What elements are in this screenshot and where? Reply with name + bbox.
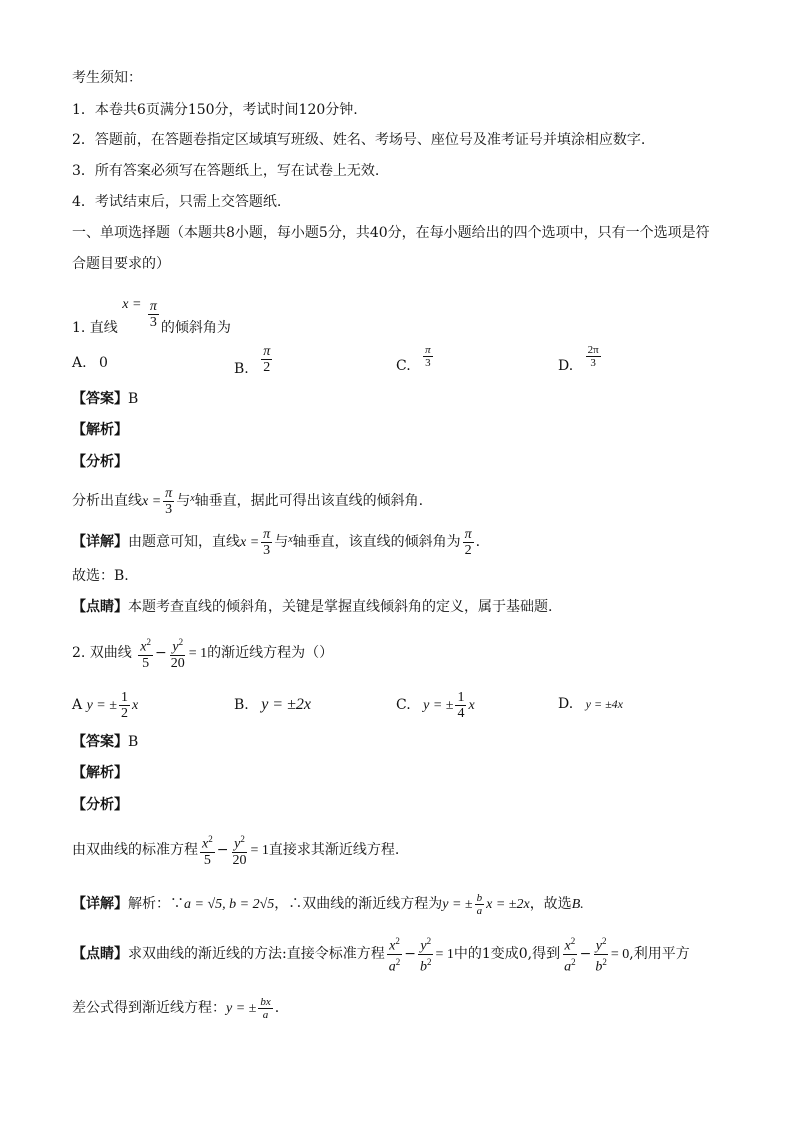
q1-fenxi: 分析出直线x = $\frac{\pi}{3}$ 与$^x$轴垂直，据此可得出该直线的倾斜角. bbox=[72, 485, 424, 517]
q1-eq-lhs: x = bbox=[122, 296, 142, 312]
q1-option-b: B. $\frac{\pi}{2}$ bbox=[234, 344, 271, 377]
notice-item: 2．答题前，在答题卷指定区域填写班级、姓名、考场号、座位号及准考证号并填涂相应数字. bbox=[72, 132, 646, 148]
q2-comment-line2: 差公式得到渐近线方程：y = ± $\frac{bx}{a}$ . bbox=[72, 995, 280, 1021]
q2-option-d: D. y = ±4x bbox=[558, 696, 623, 712]
notice-item: 4．考试结束后，只需上交答题纸. bbox=[72, 194, 282, 210]
notice-item: 1．本卷共6页满分150分，考试时间120分钟. bbox=[72, 102, 358, 118]
q2-option-a: A y = ± $\frac{1}{2}$ x bbox=[72, 689, 139, 721]
q2-answer: 【答案】B bbox=[72, 734, 139, 750]
q1-choose: 故选：B. bbox=[72, 568, 129, 584]
section-heading-line2: 合题目要求的） bbox=[72, 256, 170, 272]
q2-analysis-tag: 【解析】 bbox=[72, 765, 128, 781]
q1-option-c: C. $\frac{\pi}{3}$ bbox=[396, 344, 431, 374]
q1-prefix: 1. 直线 bbox=[72, 319, 118, 336]
question-2-stem: 2. 双曲线 $\frac{x^2}{5}$ − $\frac{y^2}{20}$ = 1的渐近线方程为（） bbox=[72, 637, 334, 671]
q1-suffix: 的倾斜角为 bbox=[160, 319, 231, 336]
notice-heading: 考生须知： bbox=[72, 70, 142, 86]
q1-fraction: $\frac{\pi}{3}$ bbox=[149, 299, 157, 330]
q2-option-b: B. y = ±2x bbox=[234, 696, 311, 713]
q1-analysis-tag: 【解析】 bbox=[72, 422, 128, 438]
q2-option-c: C. y = ± $\frac{1}{4}$ x bbox=[396, 689, 475, 721]
q1-option-a: A. 0 bbox=[72, 355, 108, 371]
section-heading-line1: 一、单项选择题（本题共8小题，每小题5分，共40分，在每小题给出的四个选项中，只有一个选项是符 bbox=[72, 225, 710, 241]
q1-detail: 【详解】由题意可知，直线x = $\frac{\pi}{3}$ 与$^x$轴垂直，该直线的倾斜角为 $\frac{\pi}{2}$ . bbox=[72, 526, 481, 558]
q1-option-d: D. $\frac{2\pi}{3}$ bbox=[558, 344, 599, 374]
q2-comment: 【点睛】求双曲线的渐近线的方法:直接令标准方程 $\frac{x^2}{a^2}$ − $\frac{y^2}{b^2}$ = 1中的1变成0,得到 $\frac{x^2}{a^2}$ − $\frac{y^2}{b^2}$ = 0,利用平方 bbox=[72, 936, 690, 975]
q2-fenxi-tag: 【分析】 bbox=[72, 797, 128, 813]
q1-comment: 【点睛】本题考查直线的倾斜角，关键是掌握直线倾斜角的定义，属于基础题. bbox=[72, 599, 553, 615]
q1-fenxi-tag: 【分析】 bbox=[72, 454, 128, 470]
question-1-stem bbox=[72, 290, 231, 336]
notice-item: 3．所有答案必须写在答题纸上，写在试卷上无效. bbox=[72, 163, 380, 179]
q1-answer: 【答案】B bbox=[72, 391, 139, 407]
q2-detail: 【详解】解析：∵a = √5, b = 2√5，∴双曲线的渐近线方程为y = ± $\frac{b}{a}$ x = ±2x，故选B. bbox=[72, 891, 584, 917]
q2-fenxi: 由双曲线的标准方程 $\frac{x^2}{5}$ − $\frac{y^2}{20}$ = 1直接求其渐近线方程. bbox=[72, 834, 400, 868]
